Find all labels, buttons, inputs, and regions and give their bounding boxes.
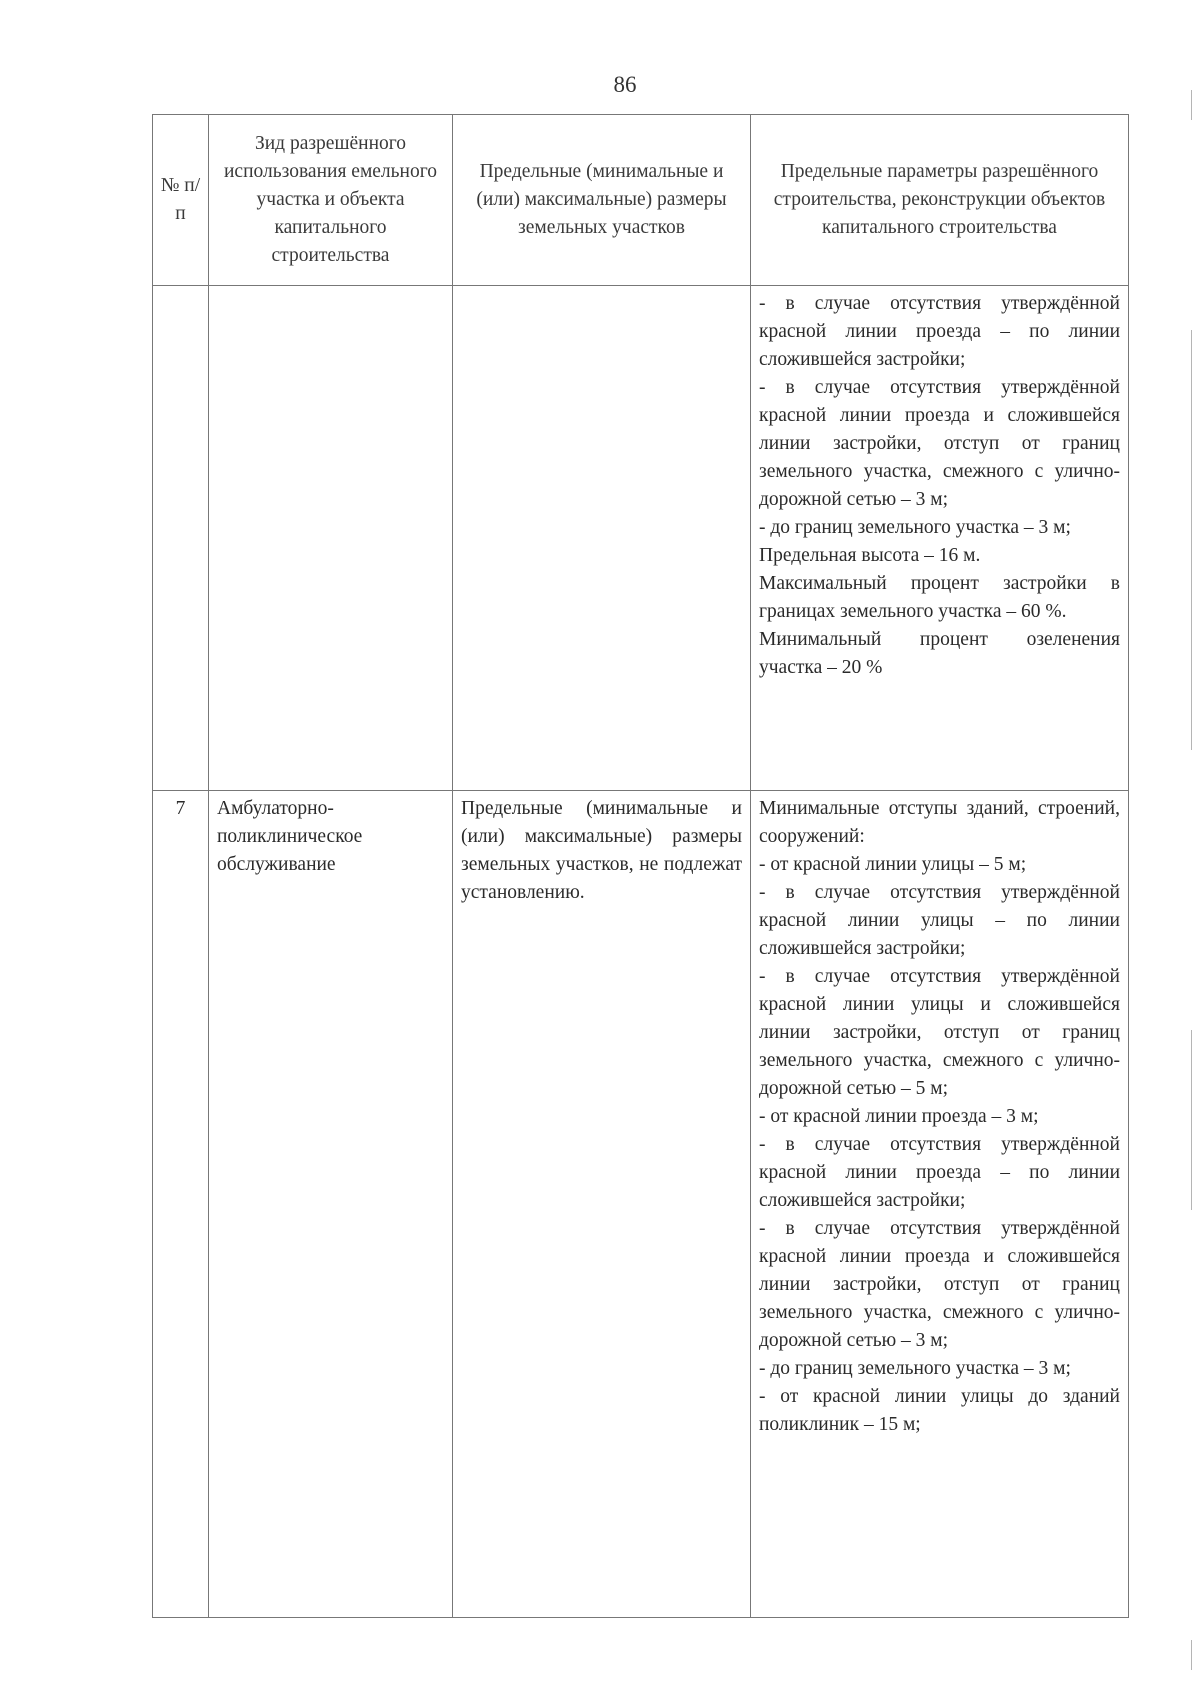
table-row <box>153 286 1129 791</box>
parameter-line: - от красной линии проезда – 3 м; <box>759 1106 1039 1127</box>
parameter-line: - в случае отсутствия утверждённой красной линии проезда и сложившейся линии застройки, отступ от границ земельного участка, смежного с улично-дорожной сетью – 3 м; <box>759 1218 1120 1351</box>
parameter-line: - в случае отсутствия утверждённой красной линии проезда – по линии сложившейся застройки; <box>759 293 1120 370</box>
row-number <box>153 286 209 791</box>
row-construction-parameters <box>751 791 1129 1618</box>
parameter-line: - от красной линии улицы – 5 м; <box>759 854 1027 875</box>
parameter-line: Минимальные отступы зданий, строений, сооружений: <box>759 798 1120 847</box>
parameter-line: Максимальный процент застройки в границах земельного участка – 60 %. <box>759 573 1120 622</box>
header-number: № п/п <box>153 115 209 286</box>
parameter-line: Минимальный процент озеленения участка – 20 % <box>759 629 1120 678</box>
parameter-line: - в случае отсутствия утверждённой красной линии проезда и сложившейся линии застройки, отступ от границ земельного участка, смежного с улично-дорожной сетью – 3 м; <box>759 377 1120 510</box>
header-permitted-use: Зид разрешённого использования емельного участка и объекта капитального строительства <box>209 115 453 286</box>
scan-edge-mark <box>1191 1030 1192 1210</box>
parameter-line: - в случае отсутствия утверждённой красной линии проезда – по линии сложившейся застройки; <box>759 1134 1120 1211</box>
parameter-line: Предельная высота – 16 м. <box>759 545 981 566</box>
page-number: 86 <box>613 72 637 97</box>
row-permitted-use: Амбулаторно-поликлиническое обслуживание <box>209 791 453 1618</box>
row-plot-sizes: Предельные (минимальные и (или) максимальные) размеры земельных участков, не подлежат установлению. <box>453 791 751 1618</box>
row-number: 7 <box>153 791 209 1618</box>
row-construction-parameters <box>751 286 1129 791</box>
row-permitted-use <box>209 286 453 791</box>
parameter-line: - до границ земельного участка – 3 м; <box>759 1358 1071 1379</box>
table-row <box>153 791 1129 1618</box>
parameter-line: - в случае отсутствия утверждённой красной линии улицы и сложившейся линии застройки, отступ от границ земельного участка, смежного с улично-дорожной сетью – 5 м; <box>759 966 1120 1099</box>
parameter-line: - до границ земельного участка – 3 м; <box>759 517 1071 538</box>
parameter-line: - от красной линии улицы до зданий поликлиник – 15 м; <box>759 1386 1120 1435</box>
zoning-parameters-table <box>152 114 1129 1618</box>
parameter-line: - в случае отсутствия утверждённой красной линии улицы – по линии сложившейся застройки; <box>759 882 1120 959</box>
header-construction-parameters: Предельные параметры разрешённого строительства, реконструкции объектов капитального строительства <box>751 115 1129 286</box>
row-plot-sizes <box>453 286 751 791</box>
scan-edge-mark <box>1191 1640 1192 1670</box>
scan-edge-mark <box>1191 90 1192 120</box>
table-header-row <box>153 115 1129 286</box>
header-plot-sizes: Предельные (минимальные и (или) максимальные) размеры земельных участков <box>453 115 751 286</box>
scan-edge-mark <box>1191 330 1192 750</box>
